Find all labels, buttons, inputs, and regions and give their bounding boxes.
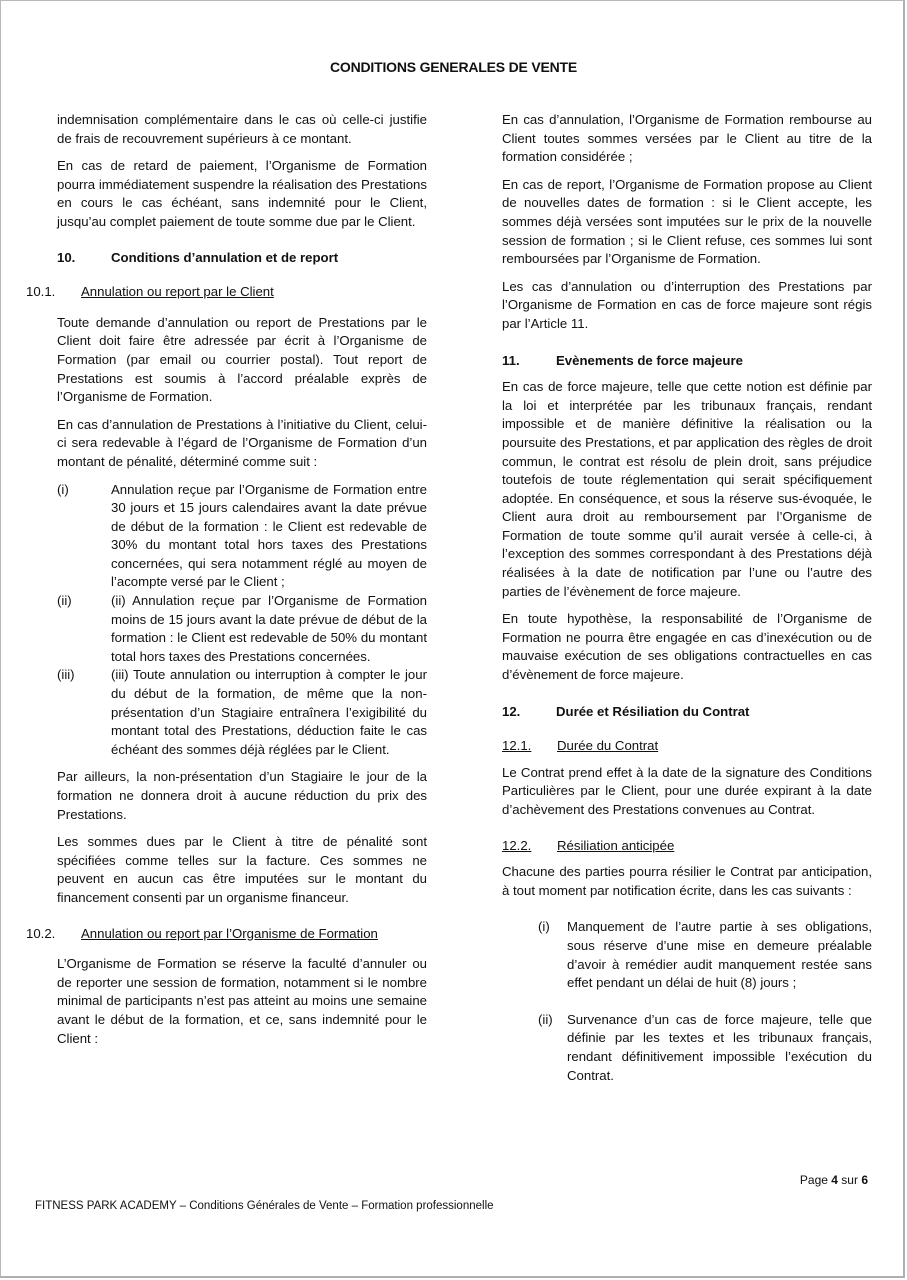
list-text: Survenance d’un cas de force majeure, telle que définie par les textes et les tribunaux français, rendant définitivement impossible l’exécution du Contrat.: [567, 1011, 872, 1083]
list-marker: (iii): [57, 667, 75, 683]
section-number: 11.: [502, 352, 520, 368]
section-heading-12: [502, 703, 872, 722]
list-marker: (i): [57, 481, 69, 497]
paragraph: En cas d’annulation, l’Organisme de Formation rembourse au Client toutes sommes versées par le Client au titre de la formation considérée ;: [502, 112, 872, 165]
penalty-list: [57, 481, 427, 760]
list-marker: (ii): [538, 1011, 553, 1027]
subsection-number: 10.1.: [26, 284, 56, 300]
document-title: CONDITIONS GENERALES DE VENTE: [329, 59, 577, 75]
page-prefix: Page: [799, 1173, 828, 1187]
section-heading-10: [57, 249, 427, 268]
subsection-heading-12-1: [502, 737, 872, 756]
page-number: [800, 1173, 868, 1187]
subsection-heading-10-1: [26, 283, 427, 302]
list-item: [57, 666, 427, 759]
paragraph: En cas de force majeure, telle que cette notion est définie par la loi et interprétée par les tribunaux français, rendant impossible et de manière définitive la réalisation ou la poursuite des Prestations, et par application des règles de droit commun, le contrat est résolu de plein droit, sans préjudice toutefois de toute réglementation qui serait spécifiquement adoptée. En conséquence, et sous la réserve sus-évoquée, le Client aura droit au remboursement par l’Organisme de Formation de toute somme qu’il aurait versée à celle-ci, à l’exception des sommes correspondant à des Prestations déjà réalisées à la date de notification par l’une ou l’autre des parties de l’évènement de force majeure.: [502, 379, 872, 599]
paragraph: Les sommes dues par le Client à titre de pénalité sont spécifiées comme telles sur la facture. Ces sommes ne peuvent en aucun cas être imputées sur le montant du financement consenti par un organisme financeur.: [57, 834, 427, 905]
termination-list: [502, 918, 872, 1085]
section-number: 12.: [502, 703, 521, 719]
list-marker: (i): [538, 919, 550, 935]
section-number: 10.: [57, 249, 76, 265]
page-footer: FITNESS PARK ACADEMY – Conditions Générales de Vente – Formation professionnelle: [35, 1200, 494, 1212]
page-total: 6: [861, 1173, 868, 1187]
list-item: [57, 592, 427, 666]
subsection-number: 10.2.: [26, 925, 56, 941]
list-marker: (ii): [57, 593, 72, 609]
list-item: [57, 481, 427, 593]
right-column: [502, 111, 872, 1103]
list-text: Annulation reçue par l’Organisme de Formation entre 30 jours et 15 jours calendaires avant la date prévue de début de la formation : le Client est redevable de 30% du montant total hors taxes des Prestations concernées, qui sera notamment réglé au moyen de l’acompte versé par le Client ;: [111, 481, 427, 590]
list-item: [538, 1011, 872, 1085]
paragraph: En toute hypothèse, la responsabilité de l’Organisme de Formation ne pourra être engagée en cas d’inexécution ou de mauvaise exécution de ses obligations contractuelles en cas d’évènement de force majeure.: [502, 611, 872, 683]
paragraph: Par ailleurs, la non-présentation d’un Stagiaire le jour de la formation ne donnera droit à aucune réduction du prix des Prestations.: [57, 769, 427, 822]
subsection-heading-10-2: [26, 925, 427, 944]
left-column: [26, 111, 427, 1057]
subsection-number: 12.2.: [502, 837, 532, 853]
list-item: [538, 918, 872, 992]
subsection-title: Annulation ou report par le Client: [81, 284, 274, 300]
page-separator: sur: [841, 1173, 858, 1187]
section-heading-11: [502, 352, 872, 371]
paragraph: En cas d’annulation de Prestations à l’initiative du Client, celui-ci sera redevable à l’égard de l’Organisme de Formation d’un montant de pénalité, déterminé comme suit :: [57, 416, 427, 469]
section-title: Evènements de force majeure: [556, 352, 743, 368]
paragraph: Le Contrat prend effet à la date de la signature des Conditions Particulières par le Client, pour une durée expirant à la date d’achèvement des Prestations convenues au Contrat.: [502, 764, 872, 817]
paragraph: L’Organisme de Formation se réserve la faculté d’annuler ou de reporter une session de formation, notamment si le nombre minimal de participants n’est pas atteint au moins une semaine avant le début de la formation, et ce, sans indemnité pour le Client :: [57, 956, 427, 1046]
list-text: (ii) Annulation reçue par l’Organisme de Formation moins de 15 jours avant la date prévue de début de la formation : le Client est redevable de 50% du montant total hors taxes des Prestations concernées.: [111, 593, 427, 664]
subsection-title: Annulation ou report par l’Organisme de Formation: [81, 925, 378, 941]
section-title: Conditions d’annulation et de report: [111, 249, 339, 265]
paragraph: Chacune des parties pourra résilier le Contrat par anticipation, à tout moment par notification écrite, dans les cas suivants :: [502, 864, 872, 898]
paragraph: indemnisation complémentaire dans le cas où celle-ci justifie de frais de recouvrement supérieurs à ce montant.: [57, 112, 427, 146]
subsection-title: Durée du Contrat: [557, 738, 659, 754]
paragraph: Les cas d’annulation ou d’interruption des Prestations par l’Organisme de Formation en cas de force majeure sont régis par l’Article 11.: [502, 278, 872, 331]
subsection-heading-12-2: [502, 837, 872, 856]
section-title: Durée et Résiliation du Contrat: [556, 703, 750, 719]
paragraph: En cas de report, l’Organisme de Formation propose au Client de nouvelles dates de formation : si le Client accepte, les sommes déjà versées sont imputées sur le prix de la nouvelle session de formation ; si le Client refuse, ces sommes lui sont remboursées par l’Organisme de Formation.: [502, 176, 872, 267]
list-text: (iii) Toute annulation ou interruption à compter le jour du début de la formation, de même que la non-présentation d’un Stagiaire entraînera l’exigibilité du montant total des Prestations, déduction faite le cas échéant des sommes déjà réglées par le Client.: [111, 667, 427, 757]
list-text: Manquement de l’autre partie à ses obligations, sous réserve d’une mise en demeure préalable d’avoir à remédier audit manquement restée sans effet pendant un délai de huit (8) jours ;: [567, 919, 872, 991]
paragraph: Toute demande d’annulation ou report de Prestations par le Client doit faire être adressée par écrit à l’Organisme de Formation (par email ou courrier postal). Tout report de Prestations est soumis à l’accord préalable exprès de l’Organisme de Formation.: [57, 314, 427, 405]
page-current: 4: [831, 1173, 838, 1187]
paragraph: En cas de retard de paiement, l’Organisme de Formation pourra immédiatement suspendre la réalisation des Prestations en cours le cas échéant, sans indemnité pour le Client, jusqu’au complet paiement de toute somme due par le Client.: [57, 158, 427, 229]
subsection-title: Résiliation anticipée: [557, 837, 675, 853]
subsection-number: 12.1.: [502, 738, 532, 754]
